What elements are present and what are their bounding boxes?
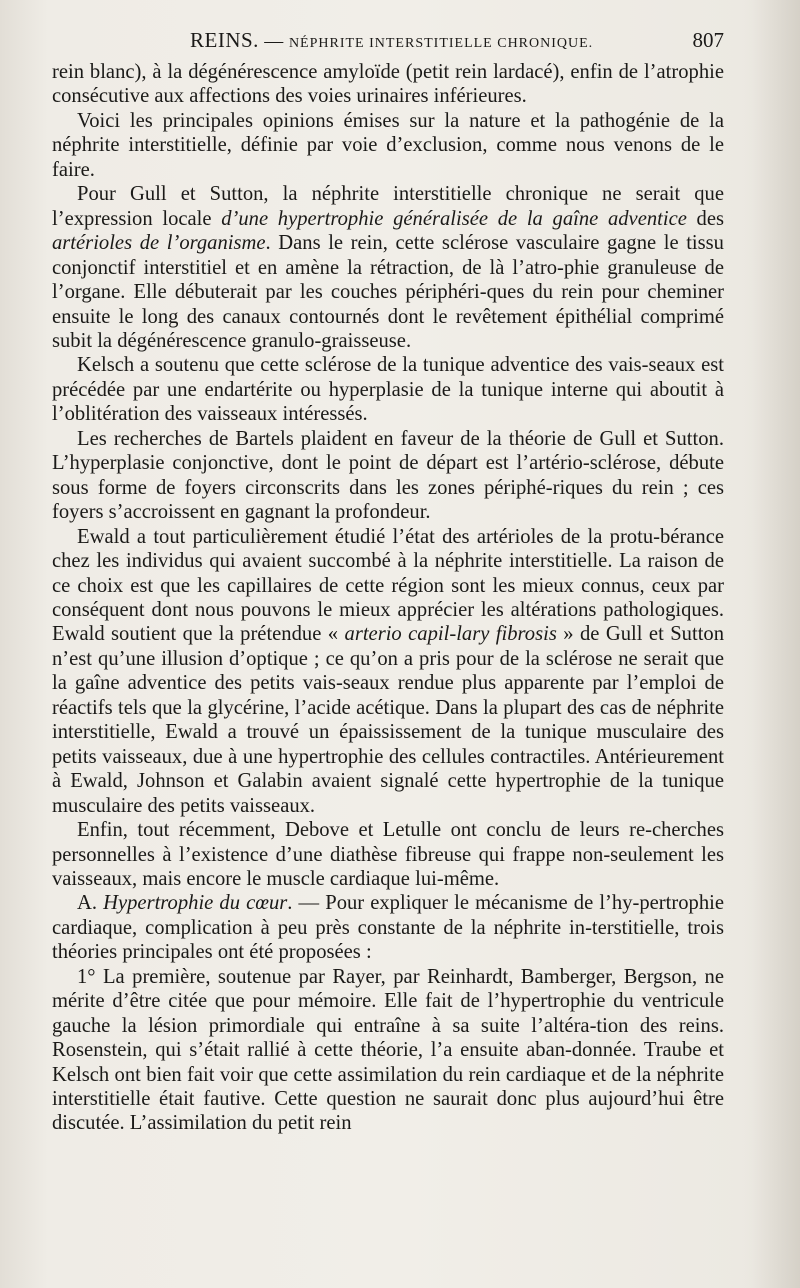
section-letter: A. xyxy=(77,892,104,915)
running-title-separator: — xyxy=(264,31,284,52)
running-title-main: REINS. xyxy=(190,28,259,52)
paragraph-first-theory xyxy=(52,965,724,1136)
paragraph-text: Ewald a tout particulièrement étudié l’état des artérioles de la protu-bérance chez les individus qui avaient succombé à la néphrite interstitielle. La raison de ce choix est que les capillaires de cette région sont les mieux connus, ceux par conséquent dont nous pouvons le mieux apprécier les altérations pathologiques. Ewald soutient que la prétendue « xyxy=(52,525,724,646)
paragraph-gull-sutton xyxy=(52,182,724,353)
paragraph-ewald xyxy=(52,525,724,818)
paragraph-text: . — Pour expliquer le mécanisme de l’hy-pertrophie cardiaque, complication à peu près constante de la néphrite in-terstitielle, trois théories principales ont été proposées : xyxy=(52,892,724,964)
page-edge-shadow xyxy=(740,0,800,1288)
paragraph-text: Pour Gull et Sutton, la néphrite interstitielle chronique ne serait que l’expression locale xyxy=(52,183,724,230)
italic-phrase: arterio capil-lary fibrosis xyxy=(344,623,557,646)
paragraph-text: Enfin, tout récemment, Debove et Letulle ont conclu de leurs re-cherches personnelles à l’existence d’une diathèse fibreuse qui frappe non-seulement les vaisseaux, mais encore le muscle cardiaque lui-même. xyxy=(52,819,724,890)
paragraph-text: rein blanc), à la dégénérescence amyloïde (petit rein lardacé), enfin de l’atrophie consécutive aux affections des voies urinaires inférieures. xyxy=(52,61,724,108)
italic-phrase: artérioles de l’organisme xyxy=(52,232,266,255)
paragraph-text: des xyxy=(686,207,724,230)
running-title xyxy=(190,28,593,53)
paragraph-text: . Dans le rein, cette sclérose vasculaire gagne le tissu conjonctif interstitiel et en amène la rétraction, de là l’atro-phie granuleuse de l’organe. Elle débuterait par les couches périphéri-ques du rein pour cheminer ensuite le long des canaux contournés dont le revêtement épithélial comprimé subit la dégénérescence granulo-graisseuse. xyxy=(52,232,724,352)
paragraph xyxy=(52,109,724,182)
paragraph-bartels xyxy=(52,427,724,525)
paragraph-text: » de Gull et Sutton n’est qu’une illusion d’optique ; ce qu’on a pris pour de la sclérose ne serait que la gaîne adventice des petits vais-seaux rendue plus apparente par l’emploi de réactifs tels que la glycérine, l’acide acétique. Dans la plupart des cas de néphrite interstitielle, Ewald a trouvé un épaississement de la tunique musculaire des petits vaisseaux, due à une hypertrophie des cellules contractiles. Antérieurement à Ewald, Johnson et Galabin avaient signalé cette hypertrophie de la tunique musculaire des petits vaisseaux. xyxy=(52,623,725,817)
paragraph-continued xyxy=(52,60,724,109)
section-title: Hypertrophie du cœur xyxy=(103,892,288,915)
body-text xyxy=(52,60,724,1136)
running-header xyxy=(52,28,724,58)
page-number: 807 xyxy=(692,28,724,52)
paragraph-kelsch xyxy=(52,353,724,426)
running-title-subject: NÉPHRITE INTERSTITIELLE CHRONIQUE. xyxy=(288,36,594,51)
section-heading-paragraph xyxy=(52,891,724,964)
paragraph-debove-letulle xyxy=(52,818,724,891)
paragraph-text: 1° La première, soutenue par Rayer, par Reinhardt, Bamberger, Bergson, ne mérite d’être citée que pour mémoire. Elle fait de l’hypertrophie du ventricule gauche la lésion primordiale qui entraîne à sa suite l’altéra-tion des reins. Rosenstein, qui s’était rallié à cette théorie, l’a ensuite aban-donnée. Traube et Kelsch ont bien fait voir que cette assimilation du rein cardiaque et de la néphrite interstitielle était fautive. Cette question ne saurait donc plus aujourd’hui être discutée. L’assimilation du petit rein xyxy=(52,965,724,1135)
paragraph-text: Kelsch a soutenu que cette sclérose de la tunique adventice des vais-seaux est précédée par une endartérite ou hyperplasie de la tunique interne qui aboutit à l’oblitération des vaisseaux intéressés. xyxy=(52,354,724,426)
italic-phrase: d’une hypertrophie généralisée de la gaîne adventice xyxy=(221,207,687,230)
paragraph-text: Voici les principales opinions émises sur la nature et la pathogénie de la néphrite interstitielle, définie par voie d’exclusion, comme nous venons de le faire. xyxy=(52,109,724,181)
paragraph-text: Les recherches de Bartels plaident en faveur de la théorie de Gull et Sutton. L’hyperplasie conjonctive, dont le point de départ est l’artério-sclérose, débute sous forme de foyers circonscrits dans les zones périphé-riques du rein ; ces foyers s’accroissent en gagnant la profondeur. xyxy=(52,427,724,524)
